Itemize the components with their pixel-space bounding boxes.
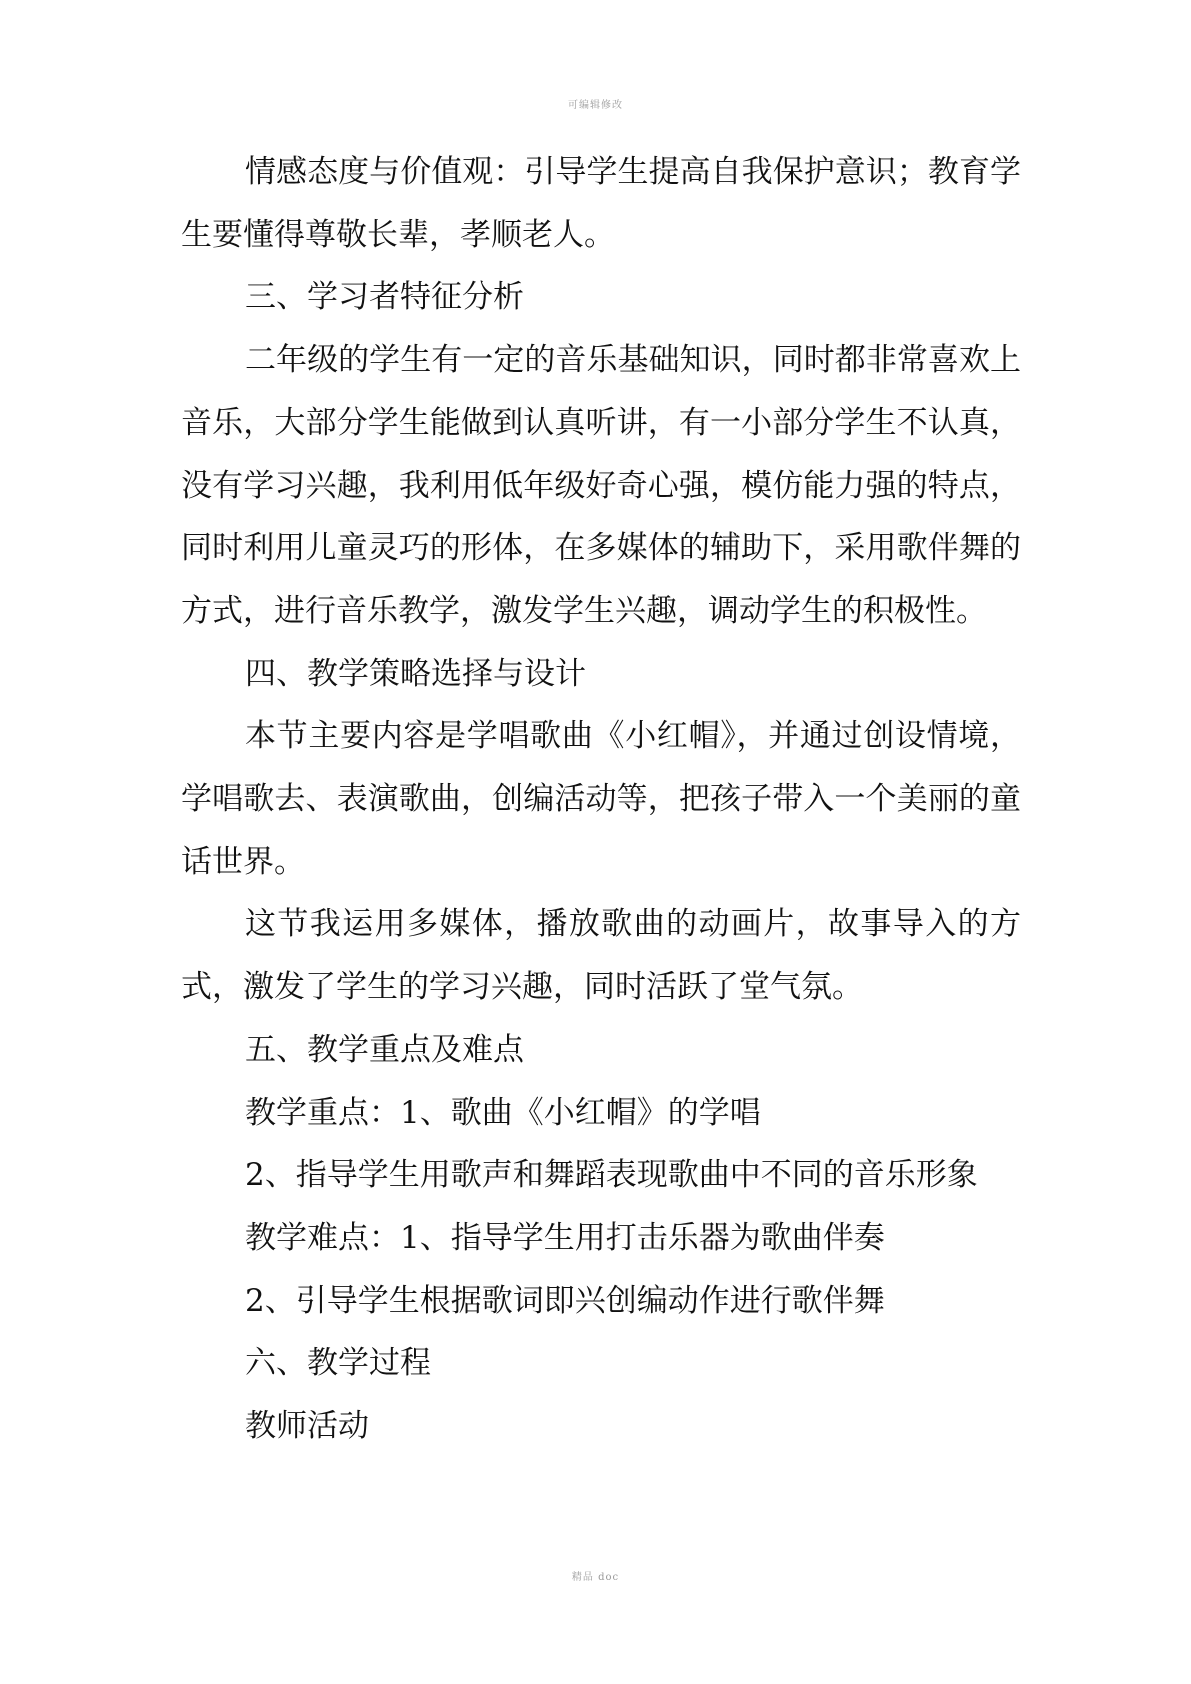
key-point-2: 2、指导学生用歌声和舞蹈表现歌曲中不同的音乐形象 [245, 1157, 978, 1194]
key-point-1: 教学重点：1、歌曲《小红帽》的学唱 [245, 1094, 761, 1131]
heading-teaching-process: 六、教学过程 [245, 1345, 431, 1382]
difficulty-2: 2、引导学生根据歌词即兴创编动作进行歌伴舞 [245, 1282, 885, 1319]
paragraph-learner-analysis: 二年级的学生有一定的音乐基础知识，同时都非常喜欢上音乐，大部分学生能做到认真听讲，有一小部分学生不认真，没有学习兴趣，我利用低年级好奇心强，模仿能力强的特点，同时利用儿童灵巧的形体，在多媒体的辅助下，采用歌伴舞的方式，进行音乐教学，激发学生兴趣，调动学生的积极性。 [181, 342, 1021, 629]
page-footer: 精品 doc [571, 1572, 620, 1583]
paragraph-teaching-strategy-2: 这节我运用多媒体，播放歌曲的动画片，故事导入的方式，激发了学生的学习兴趣，同时活跃了堂气氛。 [181, 906, 1021, 1006]
paragraph-emotion-values: 情感态度与价值观：引导学生提高自我保护意识；教育学生要懂得尊敬长辈，孝顺老人。 [181, 154, 1021, 253]
heading-teaching-strategy: 四、教学策略选择与设计 [245, 655, 586, 692]
subheading-teacher-activity: 教师活动 [245, 1408, 369, 1445]
heading-learner-analysis: 三、学习者特征分析 [245, 279, 524, 316]
heading-key-points: 五、教学重点及难点 [245, 1031, 524, 1068]
paragraph-teaching-strategy-1: 本节主要内容是学唱歌曲《小红帽》，并通过创设情境，学唱歌去、表演歌曲，创编活动等，把孩子带入一个美丽的童话世界。 [181, 718, 1021, 880]
document-body [181, 141, 1021, 1458]
page-header: 可编辑修改 [568, 100, 623, 111]
difficulty-1: 教学难点：1、指导学生用打击乐器为歌曲伴奏 [245, 1219, 885, 1256]
